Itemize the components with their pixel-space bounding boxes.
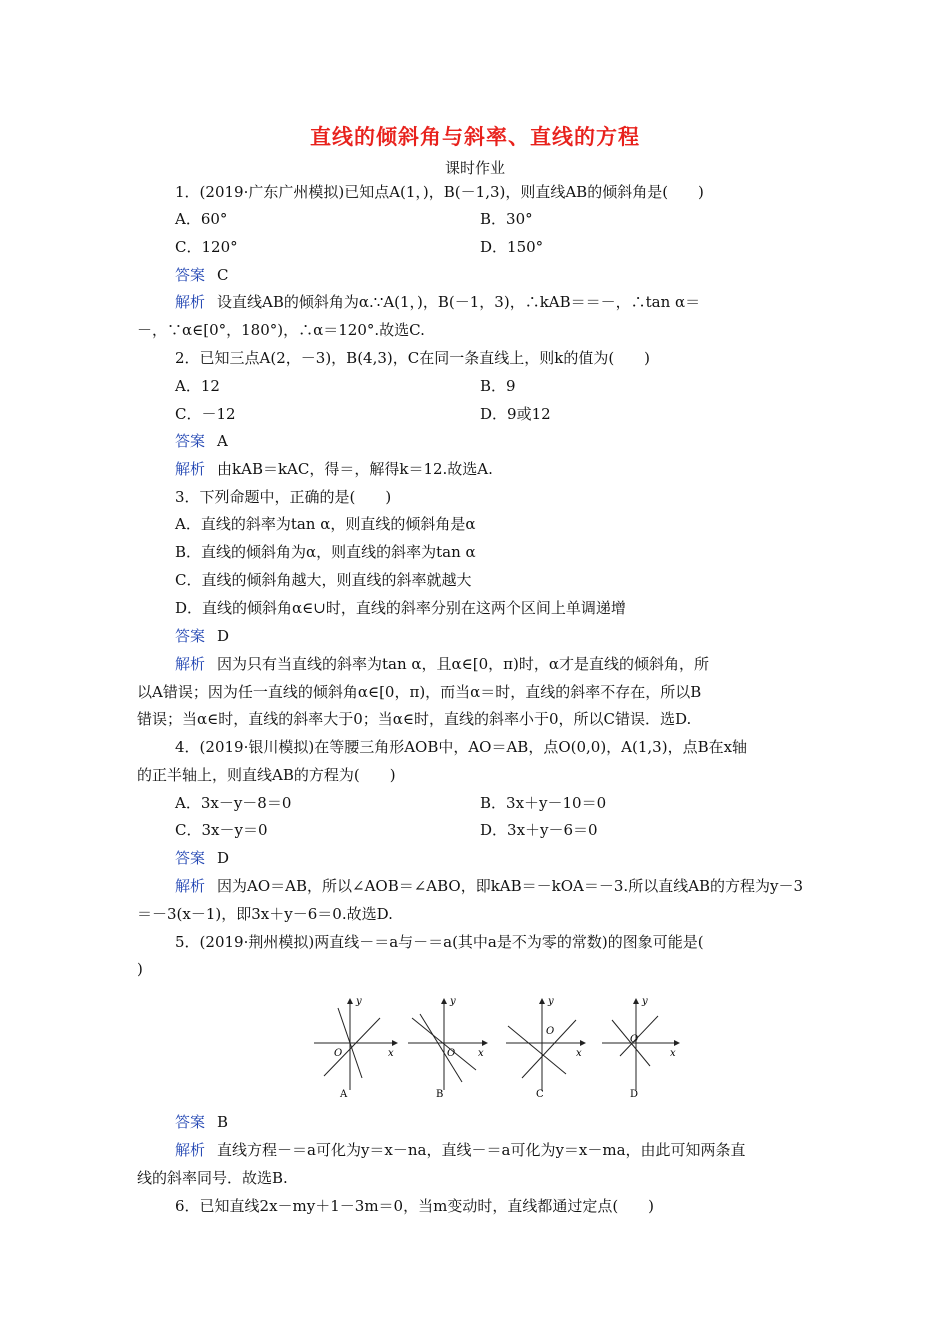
q4-stem: 4．(2019·银川模拟)在等腰三角形AOB中，AO＝AB，点O(0,0)，A(1,3)，点B在x轴 (175, 738, 748, 756)
y-arrow-icon (441, 998, 447, 1004)
origin-label: O (630, 1034, 639, 1045)
panel-label: B (436, 1089, 444, 1100)
page-subtitle: 课时作业 (444, 159, 505, 177)
answer-label: 答案 (175, 432, 206, 450)
q1-option-c: C．120° (175, 238, 238, 256)
q3-explanation (175, 654, 709, 674)
line-2 (324, 1018, 380, 1076)
q2-stem: 2．已知三点A(2，－3)，B(4,3)，C在同一条直线上，则k的值为( ) (175, 349, 651, 367)
q3-option-a: A．直线的斜率为tan α，则直线的倾斜角是α (175, 515, 476, 533)
panel-label: D (630, 1089, 639, 1100)
q4-option-b: B．3x＋y－10＝0 (480, 794, 607, 812)
q1-explanation (175, 292, 700, 312)
q5-figure (300, 990, 700, 1100)
answer-label: 答案 (175, 849, 206, 867)
q4-stem-cont: 的正半轴上，则直线AB的方程为( ) (137, 766, 396, 784)
x-axis-label: x (576, 1048, 582, 1059)
line-2 (420, 1014, 462, 1082)
y-axis-label: y (356, 996, 362, 1007)
origin-label: O (334, 1048, 343, 1059)
answer-value: A (217, 432, 228, 450)
q5-answer (175, 1112, 228, 1132)
q4-explanation (175, 876, 803, 896)
q3-option-d: D．直线的倾斜角α∈∪时，直线的斜率分别在这两个区间上单调递增 (175, 599, 626, 617)
q3-stem: 3．下列命题中，正确的是( ) (175, 488, 392, 506)
q6-stem: 6．已知直线2x－my＋1－3m＝0，当m变动时，直线都通过定点( ) (175, 1197, 655, 1215)
figure-panel-d (602, 996, 680, 1100)
q2-option-c: C．－12 (175, 405, 236, 423)
y-axis-label: y (450, 996, 456, 1007)
explanation-text: 因为只有当直线的斜率为tan α，且α∈[0，π)时，α才是直线的倾斜角，所 (217, 655, 710, 673)
q1-stem: 1．(2019·广东广州模拟)已知点A(1，)，B(－1,3)，则直线AB的倾斜角是( ) (175, 183, 704, 201)
explanation-label: 解析 (175, 460, 206, 478)
q1-option-d: D．150° (480, 238, 544, 256)
q2-explanation (175, 459, 493, 479)
panel-label: C (536, 1089, 544, 1100)
x-axis-label: x (478, 1048, 484, 1059)
q4-explanation-cont: ＝－3(x－1)，即3x＋y－6＝0.故选D. (137, 905, 393, 923)
q3-option-b: B．直线的倾斜角为α，则直线的斜率为tan α (175, 543, 476, 561)
origin-label: O (546, 1026, 555, 1037)
panel-label: A (340, 1089, 348, 1100)
q4-option-d: D．3x＋y－6＝0 (480, 821, 598, 839)
y-arrow-icon (633, 998, 639, 1004)
q2-answer (175, 431, 228, 451)
x-arrow-icon (392, 1040, 398, 1046)
origin-label: O (447, 1048, 456, 1059)
page-title: 直线的倾斜角与斜率、直线的方程 (310, 124, 640, 149)
x-axis-label: x (388, 1048, 394, 1059)
q3-option-c: C．直线的倾斜角越大，则直线的斜率就越大 (175, 571, 472, 589)
q5-stem: 5．(2019·荆州模拟)两直线－＝a与－＝a(其中a是不为零的常数)的图象可能是( (175, 933, 704, 951)
x-arrow-icon (674, 1040, 680, 1046)
answer-label: 答案 (175, 1113, 206, 1131)
q1-explanation-cont: －，∵α∈[0°，180°)，∴α＝120°.故选C. (137, 321, 425, 339)
answer-value: D (217, 627, 230, 645)
answer-value: C (217, 266, 229, 284)
figure-panel-a (314, 996, 398, 1100)
q2-option-b: B．9 (480, 377, 516, 395)
explanation-text: 设直线AB的倾斜角为α.∵A(1，)，B(－1，3)，∴kAB＝＝－，∴tan α＝ (217, 293, 701, 311)
explanation-text: 因为AO＝AB，所以∠AOB＝∠ABO，即kAB＝－kOA＝－3.所以直线AB的方程为y－3 (217, 877, 804, 895)
q3-explanation-cont-1: 以A错误；因为任一直线的倾斜角α∈[0，π)，而当α＝时，直线的斜率不存在，所以B (137, 683, 702, 701)
y-arrow-icon (347, 998, 353, 1004)
x-arrow-icon (482, 1040, 488, 1046)
explanation-text: 由kAB＝kAC，得＝，解得k＝12.故选A. (217, 460, 493, 478)
q1-option-a: A．60° (175, 210, 228, 228)
explanation-label: 解析 (175, 877, 206, 895)
answer-value: D (217, 849, 230, 867)
answer-label: 答案 (175, 266, 206, 284)
y-axis-label: y (548, 996, 554, 1007)
q5-explanation-cont: 线的斜率同号．故选B. (137, 1169, 288, 1187)
q5-stem-cont: ) (137, 960, 143, 978)
figure-panel-b (408, 996, 488, 1100)
q2-option-a: A．12 (175, 377, 220, 395)
q3-answer (175, 626, 229, 646)
x-axis-label: x (670, 1048, 676, 1059)
explanation-label: 解析 (175, 1141, 206, 1159)
q1-answer (175, 265, 229, 285)
line-1 (508, 1026, 566, 1074)
explanation-label: 解析 (175, 293, 206, 311)
q3-explanation-cont-2: 错误；当α∈时，直线的斜率大于0；当α∈时，直线的斜率小于0，所以C错误．选D. (137, 710, 692, 728)
q4-answer (175, 848, 229, 868)
y-arrow-icon (539, 998, 545, 1004)
q1-option-b: B．30° (480, 210, 533, 228)
explanation-text: 直线方程－＝a可化为y＝x－na，直线－＝a可化为y＝x－ma，由此可知两条直 (217, 1141, 746, 1159)
answer-label: 答案 (175, 627, 206, 645)
q2-option-d: D．9或12 (480, 405, 551, 423)
figure-panel-c (506, 996, 586, 1100)
y-axis-label: y (642, 996, 648, 1007)
q4-option-c: C．3x－y＝0 (175, 821, 268, 839)
q5-explanation (175, 1140, 746, 1160)
x-arrow-icon (580, 1040, 586, 1046)
explanation-label: 解析 (175, 655, 206, 673)
answer-value: B (217, 1113, 229, 1131)
q4-option-a: A．3x－y－8＝0 (175, 794, 292, 812)
